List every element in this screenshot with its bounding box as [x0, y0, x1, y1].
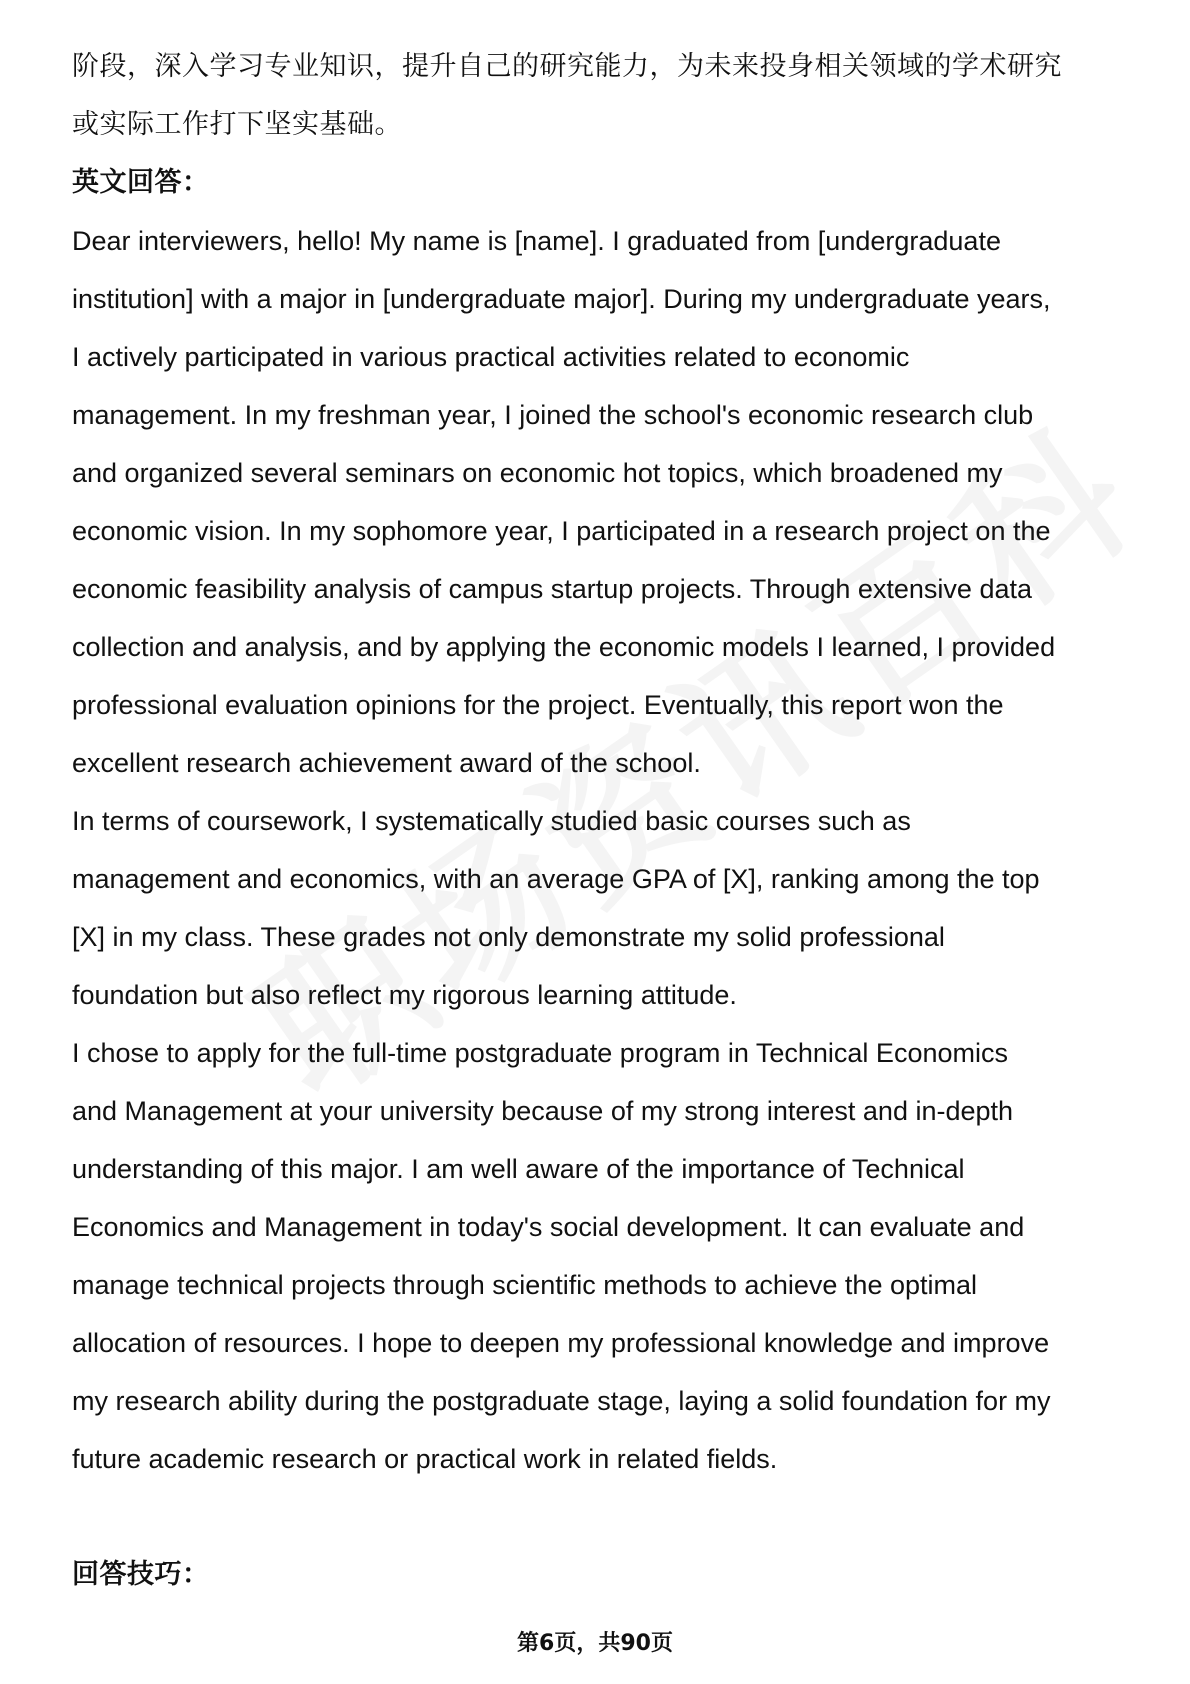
text-line: institution] with a major in [undergraduate major]. During my undergraduate years, — [72, 284, 1051, 314]
text-line: foundation but also reflect my rigorous learning attitude. — [72, 980, 737, 1010]
english-answer — [72, 212, 1132, 1488]
chinese-text-line: 阶段，深入学习专业知识，提升自己的研究能力，为未来投身相关领域的学术研究 — [72, 51, 1062, 82]
text-line: future academic research or practical work in related fields. — [72, 1444, 778, 1474]
text-line: allocation of resources. I hope to deepen my professional knowledge and improve — [72, 1328, 1050, 1358]
text-line: Dear interviewers, hello! My name is [name]. I graduated from [undergraduate — [72, 226, 1001, 256]
text-line: management and economics, with an average GPA of [X], ranking among the top — [72, 864, 1040, 894]
answer-tips-heading: 回答技巧： — [72, 1559, 210, 1590]
text-line: economic vision. In my sophomore year, I participated in a research project on the — [72, 516, 1051, 546]
text-line: I chose to apply for the full-time postgraduate program in Technical Economics — [72, 1038, 1008, 1068]
page-number: 第6页，共90页 — [517, 1631, 673, 1656]
text-line: and Management at your university because of my strong interest and in-depth — [72, 1096, 1014, 1126]
document-body — [72, 38, 1132, 1604]
text-line: my research ability during the postgraduate stage, laying a solid foundation for my — [72, 1386, 1051, 1416]
text-line: management. In my freshman year, I joined the school's economic research club — [72, 400, 1034, 430]
spacer — [72, 1488, 1132, 1546]
text-line: and organized several seminars on economic hot topics, which broadened my — [72, 458, 1003, 488]
text-line: [X] in my class. These grades not only demonstrate my solid professional — [72, 922, 945, 952]
text-line: Economics and Management in today's social development. It can evaluate and — [72, 1212, 1025, 1242]
english-answer-heading: 英文回答： — [72, 167, 210, 198]
text-line: manage technical projects through scientific methods to achieve the optimal — [72, 1270, 978, 1300]
text-line: excellent research achievement award of the school. — [72, 748, 701, 778]
text-line: understanding of this major. I am well aware of the importance of Technical — [72, 1154, 965, 1184]
text-line: I actively participated in various practical activities related to economic — [72, 342, 910, 372]
chinese-text-line: 或实际工作打下坚实基础。 — [72, 109, 402, 140]
text-line: collection and analysis, and by applying the economic models I learned, I provided — [72, 632, 1056, 662]
text-line: economic feasibility analysis of campus startup projects. Through extensive data — [72, 574, 1032, 604]
text-line: professional evaluation opinions for the project. Eventually, this report won the — [72, 690, 1004, 720]
text-line: In terms of coursework, I systematically studied basic courses such as — [72, 806, 911, 836]
